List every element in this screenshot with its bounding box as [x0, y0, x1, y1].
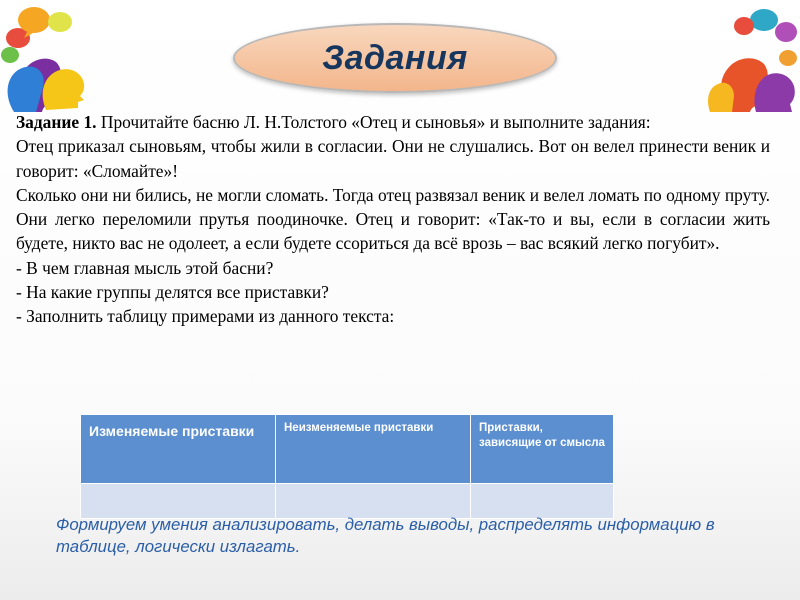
task-lead: Задание 1.	[16, 112, 97, 132]
question: - В чем главная мысль этой басни?	[16, 257, 274, 278]
question: - Заполнить таблицу примерами из данного текста:	[16, 306, 395, 327]
task-text	[16, 110, 770, 329]
table-header-cell: Неизменяемые приставки	[276, 415, 471, 484]
fable-paragraph: Сколько они ни бились, не могли сломать. Тогда отец развязал веник и велел ломать по одному пруту. Они легко переломили прутья поодиночке. Отец и говорит: «Так-то и вы, если в согласии жить будете, никто вас не одолеет, а если будете ссориться да всё врозь – вас всякий легко погубит».	[16, 184, 770, 254]
page-title: Задания	[322, 38, 468, 77]
question: - На какие группы делятся все приставки?	[16, 282, 329, 303]
table-header-cell: Изменяемые приставки	[81, 415, 276, 484]
table-header-row	[81, 415, 614, 484]
fable-paragraph: Отец приказал сыновьям, чтобы жили в согласии. Они не слушались. Вот он велел принести веник и говорит: «Сломайте»!	[16, 136, 770, 181]
speaking-heads-left-icon	[0, 0, 92, 112]
footer-note: Формируем умения анализировать, делать выводы, распределять информацию в таблице, логически излагать.	[56, 515, 715, 556]
task-intro	[16, 110, 770, 134]
table-header-cell: Приставки, зависящие от смысла	[471, 415, 614, 484]
task-intro-text: Прочитайте басню Л. Н.Толстого «Отец и сыновья» и выполните задания:	[96, 112, 651, 132]
speaking-heads-right-icon	[704, 0, 800, 112]
prefix-table	[80, 414, 614, 519]
title-banner	[233, 23, 557, 93]
